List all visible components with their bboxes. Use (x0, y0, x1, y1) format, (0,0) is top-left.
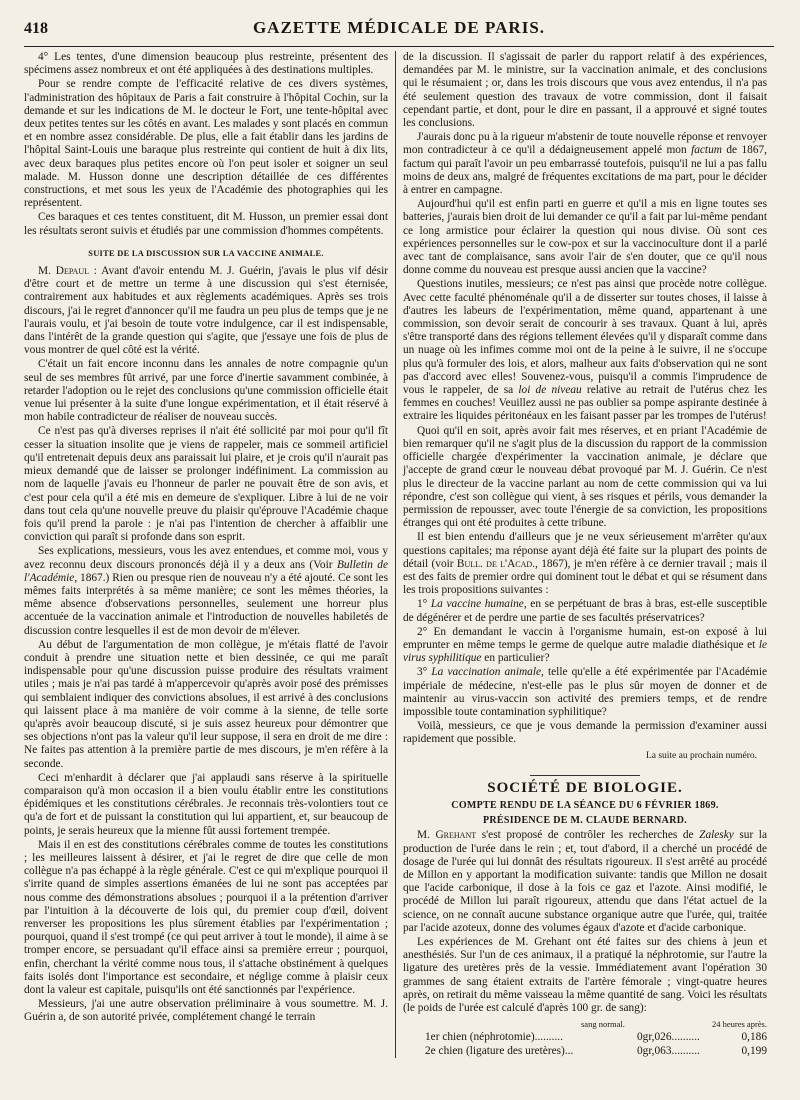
table-row (403, 1031, 767, 1045)
paragraph: Messieurs, j'ai une autre observation préliminaire à vous soumettre. M. J. Guérin a, de son autorité privée, complétement changé le terrain (24, 998, 388, 1024)
columns (24, 51, 774, 1058)
table-cell: 0,199 (741, 1044, 767, 1057)
paragraph: Mais il en est des constitutions cérébrales comme de toutes les constitutions ; les meilleures laissent à désirer, et j'ai le regret de dire que celle de mon collègue n'a pas échappé à la règle générale. C'est ce qui m'explique pourquoi il s'irrite quand de simples assertions émanées de lui ne sont pas acceptées par nous comme des démonstrations absolues ; pourquoi il a la prétention d'arriver par l'intuition à la découverte de lois qui, du premier coup d'œil, doivent renverser les propositions les plus sûrement établies par l'expérimentation ; pourquoi, quand il s'est trompé (ce qui peut arriver à tout le monde), il aime à se tromper encore, se persuadant qu'il efface ainsi sa première erreur ; pourquoi, enfin, cherchant la vérité comme nous tous, il s'attache obstinément à quelques faits isolés dont l'importance est secondaire, et néglige comme à plaisir ceux dont la valeur est capitale, puisqu'ils ont été sanctionnés par l'expérience. (24, 838, 388, 997)
paragraph-text: , 1867), je m'en réfère à ce dernier travail ; mais il est des faits de premier ordre qui dominent tout le débat et qui se résument dans les trois propositions suivantes : (403, 557, 768, 597)
reference: Bull. de l'Acad. (456, 557, 536, 570)
italic-name: Zalesky (699, 829, 734, 842)
italic-term: La vaccine humaine (430, 598, 524, 611)
paragraph: Au début de l'argumentation de mon collègue, je m'étais flatté de l'avoir conduit à prendre une situation nette et bien dessinée, ce qui me paraît indispensable pour qu'une discussion puisse produire des résultats vraiment utiles ; mais je n'ai pas tardé à m'appercevoir qu'après avoir posé des prémisses qui semblaient indiquer des convictions absolues, il est arrivé à des conclusions qui laissent place à ma manière de voir comme à la sienne, de telle sorte qu'après avoir beaucoup discuté, si je suis assez heureux pour démontrer que ses objections n'ont pas la valeur qu'il leur suppose, il sera en droit de me dire : Ne faites pas attention à la première partie de mes discours, je m'en réfère à la seconde. (24, 638, 388, 770)
paragraph-text: Ses explications, messieurs, vous les avez entendues, et comme moi, vous y avez reconnu deux discours prononcés déjà il y a deux ans (Voir (24, 545, 388, 571)
table-col-normal: sang normal. (581, 1019, 625, 1030)
continued-note: La suite au prochain numéro. (645, 750, 757, 761)
prop-number: 1° (417, 598, 431, 611)
prop-number: 3° (417, 666, 432, 679)
section-rule (530, 775, 640, 776)
paragraph: Les expériences de M. Grehant ont été faites sur des chiens à jeun et anesthésiés. Sur l'un de ces animaux, il a pratiqué la néphrotomie, sur l'autre la ligature des uretères près de la vessie. Immédiatement avant l'opération 30 grammes de sang étaient extraits de l'artère fémorale ; vingt-quatre heures après, on retirait du même vaisseau la même quantité de sang. Voici les résultats (le poids de l'urée est calculé d'après 100 gr. de sang): (403, 936, 767, 1015)
paragraph: Voilà, messieurs, ce que je vous demande la permission d'examiner aussi rapidement que possible. (403, 720, 767, 746)
italic-ref: Bulletin de l'Académie (24, 558, 388, 584)
paragraph-text: , en se perpétuant de bras à bras, est-elle susceptible de dégénérer et de perdre une partie de ses facultés préservatrices? (403, 598, 768, 624)
paragraph-text: , telle qu'elle a été expérimentée par l'Académie impériale de médecine, n'est-elle pas le plus sûr moyen de donner et de maintenir au virus-vaccin son activité des premiers temps, et de rendre impossible toute contamination syphilitique? (403, 666, 768, 718)
paragraph: Ceci m'enhardit à déclarer que j'ai applaudi sans réserve à la spirituelle comparaison qu'à mon occasion il a bien voulu établir entre les constitutions épidémiques et les constitutions cérébrales. Je reconnais très-volontiers tout ce qu'a de fort et de puissant la constitution qui lui appartient, et, sur beaucoup de points, je serais heureux que la mienne fût aussi fortement trempée. (24, 771, 388, 837)
table-header (403, 1018, 767, 1031)
table-cell: 0gr,063.......... (637, 1044, 700, 1057)
proposition-1 (403, 598, 767, 624)
proposition-3 (403, 666, 767, 719)
society-title: SOCIÉTÉ DE BIOLOGIE. (487, 779, 683, 796)
paragraph: Ces baraques et ces tentes constituent, dit M. Husson, un premier essai dont les résultats seront suivis et étudiés par une commission d'hommes compétents. (24, 211, 388, 237)
left-column (24, 51, 395, 1058)
italic-term: factum (691, 144, 722, 157)
table-row-label: 2e chien (ligature des uretères)... (425, 1044, 574, 1057)
session-report-line: COMPTE RENDU DE LA SÉANCE DU 6 FÉVRIER 1869. (451, 799, 719, 811)
paragraph-text: en particulier? (481, 652, 550, 665)
paragraph-text: Questions inutiles, messieurs; ce n'est pas ainsi que procède notre collègue. Avec cette faculté phénoménale qu'il a de disserter sur toutes choses, il laisse à d'autres les labeurs de l'expérimentation, même quand, appartenant à une commission, son devoir serait de concourir à ses travaux. Quant à lui, après s'être transporté dans des régions tellement élevées qu'il y disparaît comme dans un nuage où les infimes comme moi ont de la peine à le suivre, il ne s'occupe plus qu'à formuler des lois, et alors, malheur aux faits d'observation qui ne sont pas d'accord avec elles! Souvenez-vous, puisqu'il a commis l'imprudence de vous le rappeler, de sa (403, 278, 767, 397)
table-cell: 0gr,026.......... (637, 1031, 700, 1044)
paragraph (403, 531, 767, 597)
paragraph (403, 278, 767, 423)
journal-title: GAZETTE MÉDICALE DE PARIS. (252, 18, 546, 37)
proposition-2 (403, 626, 767, 666)
paragraph: 4° Les tentes, d'une dimension beaucoup plus restreinte, présentent des spécimens assez nombreux et ont été appliquées à des destinations multiples. (24, 51, 388, 77)
page-number: 418 (24, 20, 48, 37)
paragraph-text: relative au retrait de l'utérus chez les femmes en couches! Veuillez aussi ne pas oublier sa pompe aspirante destinée à extraire les liquides péritonéaux en les faisant passer par les trompes de l'utérus! (403, 384, 767, 423)
paragraph (403, 829, 767, 935)
paragraph: C'était un fait encore inconnu dans les annales de notre compagnie qu'un seul de ses membres fût arrivé, par une force d'inertie savamment combinée, à retarder l'adoption ou le rejet des conclusions qu'une commission officielle était venue lui présenter à la suite d'une longue expérimentation, et il était réservé à mon habile contradicteur de réaliser de nouveau succès. (24, 358, 388, 424)
paragraph-text: Il est bien entendu d'ailleurs que je ne veux sérieusement m'arrêter qu'aux questions capitales; ma réponse ayant déjà été faite sur la plupart des points de détail (voir (403, 531, 767, 570)
section-heading: SUITE DE LA DISCUSSION SUR LA VACCINE ANIMALE. (88, 248, 324, 258)
paragraph-text: s'est proposé de contrôler les recherches de (476, 829, 700, 842)
paragraph (24, 265, 388, 357)
speaker-name: M. Depaul : (38, 265, 97, 278)
table-row (403, 1045, 767, 1059)
paragraph: de la discussion. Il s'agissait de parler du rapport relatif à des expériences, demandées par M. le ministre, sur la vaccination animale, et des conclusions qui le résumaient ; or, dans les trois discours que vous avez entendus, il n'a pas été seulement question des travaux de votre commission, dont il faisait cependant partie, et dont, pour le dire en passant, il a approuvé et signé toutes les conclusions. (403, 51, 767, 130)
paragraph: Ce n'est pas qu'à diverses reprises il n'ait été sollicité par moi pour qu'il fît cesser la situation insolite que je viens de rappeler, mais ce sommeil artificiel qu'il entretenait depuis deux ans paraissait lui plaire, et je crois qu'il n'aurait pas mieux demandé que de laisser se prolonger indéfiniment. La commission au nom de laquelle j'avais eu l'honneur de parler ne pouvait être de son avis, et c'est pour cela qu'il a été mis en demeure de s'expliquer. Libre à lui de ne voir dans tout cela qu'une nouvelle preuve du plaisir qu'éprouve l'Académie chaque fois qu'il prend la parole : je n'ai pas l'intention de chercher à affaiblir une conviction qui paraît si profonde dans son esprit. (24, 425, 388, 544)
paragraph-text: 2° En demandant le vaccin à l'organisme humain, est-on exposé à lui emprunter en même temps le germe de quelque autre maladie diathésique et (403, 625, 767, 651)
header-rule (24, 46, 774, 47)
paragraph-text: de 1867, factum qui paraît l'avoir un peu embarrassé toutefois, puisqu'il ne lui a pas fallu moins de deux ans, malgré de fréquentes excitations de ma part, pour le décider à entrer en campagne. (403, 144, 768, 197)
paragraph: Pour se rendre compte de l'efficacité relative de ces divers systèmes, l'administration des hôpitaux de Paris a fait construire à l'hôpital Cochin, sur la demande et sur les indications de M. le docteur le Fort, une tente-hôpital avec deux petites tentes sur les côtés en avant. Les malades y sont placés en commun et en nombre assez considérable. De plus, elle a fait établir dans les jardins de l'hôpital Saint-Louis une baraque plus restreinte qui contient de huit à dix lits, avec deux baraques plus petites encore où l'on peut isoler et soigner un seul malade. M. Husson donne une description détaillée de ces différentes constructions, et met sous les yeux de l'Académie des photographies qui les représentent. (24, 78, 388, 210)
paragraph: Quoi qu'il en soit, après avoir fait mes réserves, et en priant l'Académie de bien remarquer qu'il ne s'agit plus de la discussion du rapport de la commission officielle chargée d'expérimenter la vaccination animale, je déclare que j'accepte de grand cœur le nouveau débat provoqué par M. J. Guérin. Ce n'est plus le directeur de la vaccine parlant au nom de cette commission qui va lui répondre, c'est son collègue qui vient, à ses risques et périls, vous demander la permission de repousser, avec toute l'énergie de sa conviction, les propositions étranges qui ont été produites à cette tribune. (403, 424, 767, 530)
paragraph: Aujourd'hui qu'il est enfin parti en guerre et qu'il a mis en ligne toutes ses batteries, j'aurais bien droit de lui demander ce qu'il a fait par lui-même pendant ce long armistice pour éclairer la question qui nous divise. Où sont ces expériences personnelles sur le cow-pox et sur la vaccinoculture dont il a parlé avec tant de complaisance, sans avoir l'air de s'en douter, que ce qu'il nous donne comme du nouveau est presque aussi ancien que la vaccine? (403, 198, 767, 277)
italic-term: loi de niveau (518, 384, 582, 397)
table-cell: 0,186 (741, 1031, 767, 1044)
paragraph-text: sur la production de l'urée dans le rein ; et, tout d'abord, il a cherché un procédé de dosage de l'urée qui lui donnât des résultats rigoureux. Il s'est arrêté au procédé de Millon en y apportant la modification suivante: tandis que Millon ne dosait que l'acide carbonique, il dose à la fois ce gaz et l'azote. Ainsi modifié, le procédé de Millon lui paraît rigoureux, attendu que dans l'état actuel de la science, on ne connaît aucune substance organique autre que l'urée, qui, traitée par l'acide azoteux, donne des volumes égaux d'azote et d'acide carbonique. (403, 829, 767, 934)
paragraph (24, 545, 388, 637)
presidence-line: PRÉSIDENCE DE M. CLAUDE BERNARD. (482, 815, 688, 827)
speaker-name: M. Grehant (417, 829, 477, 842)
paragraph-text: , 1867.) Rien ou presque rien de nouveau n'y a été ajouté. Ce sont les mêmes faits interprétés à sa même manière; ce sont les mêmes théories, la même absence d'observations personnelles, seulement une horreur plus accentuée de la vaccination animale et l'introduction de nouvelles habiletés de discussion contre lesquelles il est de mon devoir de m'élever. (24, 571, 388, 637)
paragraph-text: Avant d'avoir entendu M. J. Guérin, j'avais le plus vif désir d'être court et de mettre un terme à une discussion qui s'est éternisée, contrairement aux habitudes et aux règlements académiques. Après ses trois discours, j'ai le regret d'annoncer qu'il me faudra un peu plus de temps que je ne l'aurais voulu, et j'ai besoin de toute votre indulgence, car il est indispensable, dans l'intérêt de la grande question qui s'agite, que j'essaye une fois de plus de vous montrer de quel côté est la vérité. (24, 265, 388, 357)
paragraph-text: J'aurais donc pu à la rigueur m'abstenir de toute nouvelle réponse et renvoyer mon contradicteur à ce qu'il a dédaigneusement appelé mon (403, 131, 767, 157)
table-col-after: 24 heures après. (712, 1019, 767, 1030)
right-column (396, 51, 767, 1058)
italic-term: La vaccination animale (431, 666, 542, 679)
paragraph (403, 131, 767, 197)
page-header (24, 18, 774, 44)
italic-term: le virus syphilitique (403, 638, 767, 665)
table-row-label: 1er chien (néphrotomie).......... (425, 1031, 563, 1044)
